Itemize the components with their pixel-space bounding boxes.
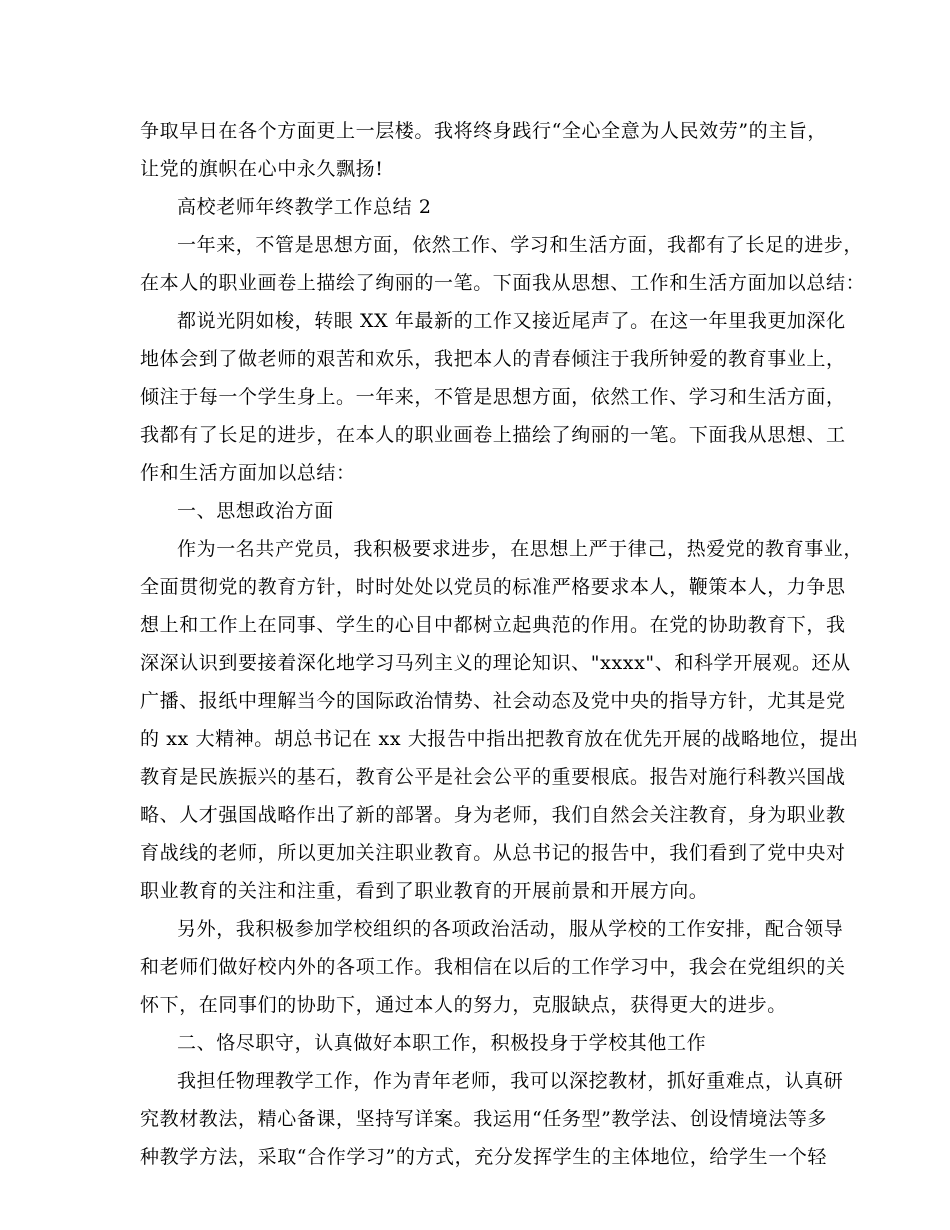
section-title: 高校老师年终教学工作总结 2: [177, 196, 432, 218]
section-heading: 一、思想政治方面: [177, 500, 334, 522]
text-line: 全面贯彻党的教育方针，时时处处以党员的标准严格要求本人，鞭策本人，力争思: [140, 576, 846, 598]
text-line: 教育是民族振兴的基石，教育公平是社会公平的重要根底。报告对施行科教兴国战: [140, 766, 846, 788]
text-line: 倾注于每一个学生身上。一年来，不管是思想方面，依然工作、学习和生活方面，: [140, 386, 846, 408]
text-line: 在本人的职业画卷上描绘了绚丽的一笔。下面我从思想、工作和生活方面加以总结：: [140, 272, 866, 294]
text-line: 和老师们做好校内外的各项工作。我相信在以后的工作学习中，我会在党组织的关: [140, 956, 846, 978]
text-line: 争取早日在各个方面更上一层楼。我将终身践行“全心全意为人民效劳”的主旨，: [140, 120, 828, 142]
text-line: 我担任物理教学工作，作为青年老师，我可以深挖教材，抓好重难点，认真研: [177, 1070, 844, 1092]
text-line: 职业教育的关注和注重，看到了职业教育的开展前景和开展方向。: [140, 880, 709, 902]
text-line: 我都有了长足的进步，在本人的职业画卷上描绘了绚丽的一笔。下面我从思想、工: [140, 424, 846, 446]
text-line: 广播、报纸中理解当今的国际政治情势、社会动态及党中央的指导方针，尤其是党: [140, 690, 846, 712]
text-line: 想上和工作上在同事、学生的心目中都树立起典范的作用。在党的协助教育下，我: [140, 614, 846, 636]
text-line: 作为一名共产党员，我积极要求进步，在思想上严于律己，热爱党的教育事业，: [177, 538, 864, 560]
text-line: 究教材教法，精心备课，坚持写详案。我运用“任务型”教学法、创设情境法等多: [140, 1108, 828, 1130]
text-line: 让党的旗帜在心中永久飘扬!: [140, 158, 384, 180]
text-line: 都说光阴如梭，转眼 XX 年最新的工作又接近尾声了。在这一年里我更加深化: [177, 310, 846, 332]
text-line: 作和生活方面加以总结：: [140, 462, 356, 484]
text-line: 的 xx 大精神。胡总书记在 xx 大报告中指出把教育放在优先开展的战略地位，提出: [140, 728, 859, 750]
text-line: 深深认识到要接着深化地学习马列主义的理论知识、"xxxx"、和科学开展观。还从: [140, 652, 851, 674]
text-line: 地体会到了做老师的艰苦和欢乐，我把本人的青春倾注于我所钟爱的教育事业上，: [140, 348, 846, 370]
text-line: 种教学方法，采取“合作学习”的方式，充分发挥学生的主体地位，给学生一个轻: [140, 1146, 828, 1168]
text-line: 怀下，在同事们的协助下，通过本人的努力，克服缺点，获得更大的进步。: [140, 994, 787, 1016]
text-line: 另外，我积极参加学校组织的各项政治活动，服从学校的工作安排，配合领导: [177, 918, 844, 940]
text-line: 育战线的老师，所以更加关注职业教育。从总书记的报告中，我们看到了党中央对: [140, 842, 846, 864]
section-heading: 二、恪尽职守，认真做好本职工作，积极投身于学校其他工作: [177, 1032, 707, 1054]
text-line: 一年来，不管是思想方面，依然工作、学习和生活方面，我都有了长足的进步，: [177, 234, 864, 256]
text-line: 略、人才强国战略作出了新的部署。身为老师，我们自然会关注教育，身为职业教: [140, 804, 846, 826]
